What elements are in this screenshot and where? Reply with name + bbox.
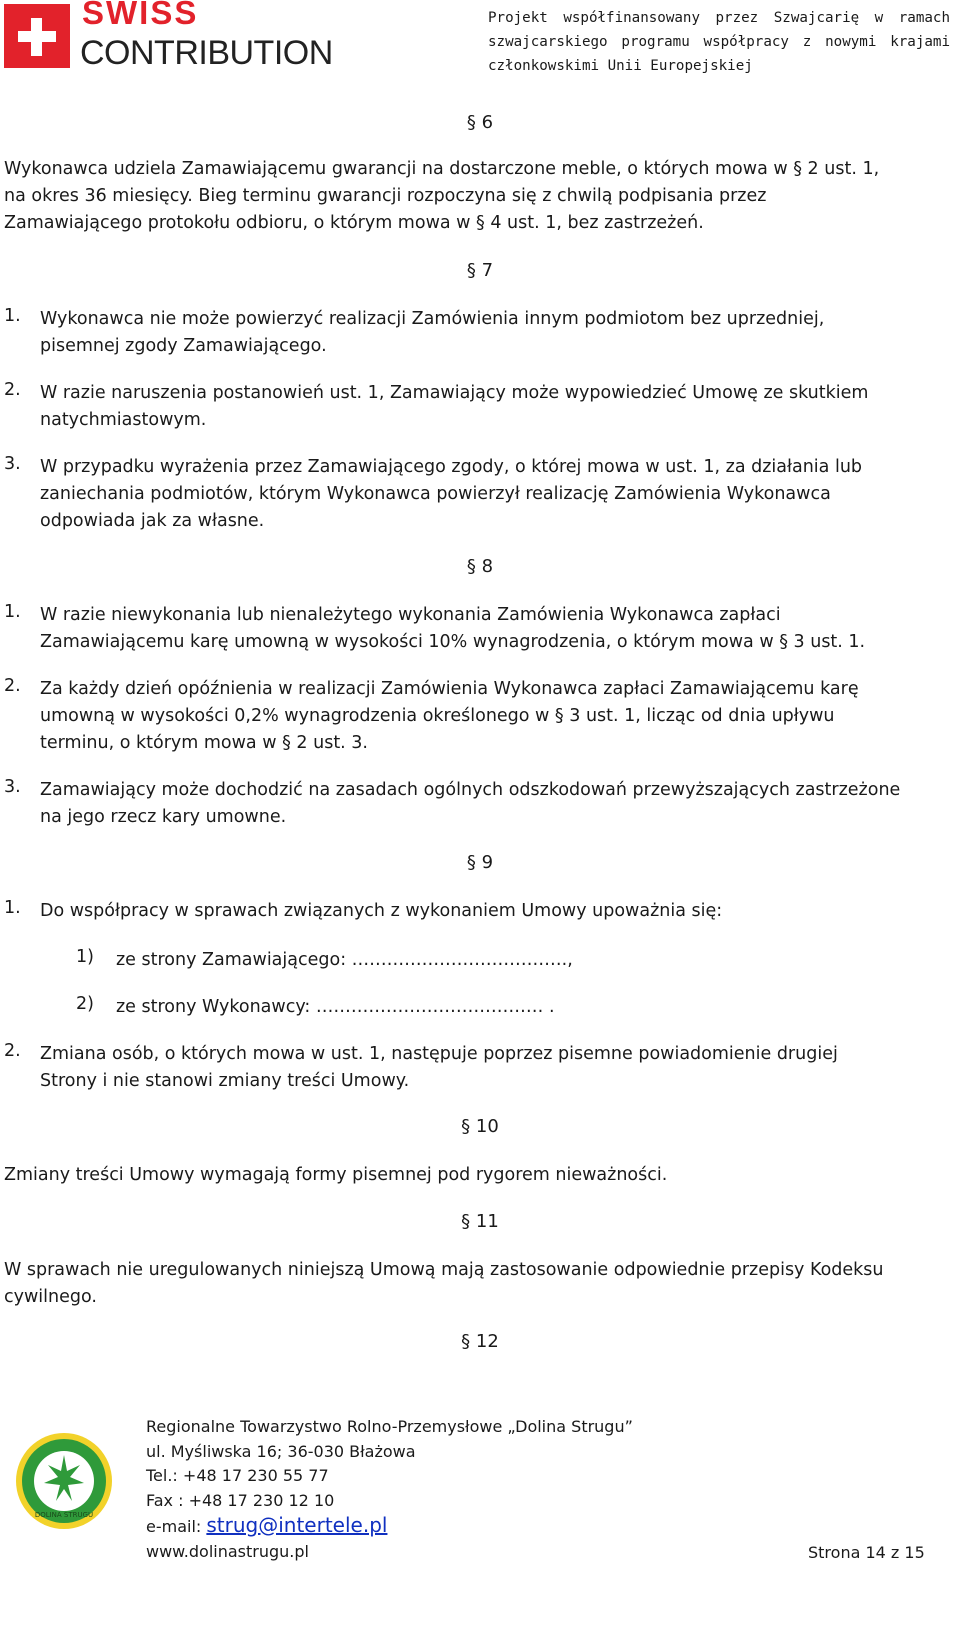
text-line: Zamawiającemu karę umowną w wysokości 10% wynagrodzenia, o którym mowa w § 3 ust. 1.: [40, 632, 866, 652]
section-heading-11: § 11: [461, 1211, 499, 1232]
section-7-item-3: [40, 454, 954, 535]
section-6-text: [4, 156, 954, 237]
section-heading-9: § 9: [466, 852, 494, 873]
project-line: szwajcarskiego programu współpracy z nowymi krajami: [488, 34, 950, 50]
logo-contribution-text: CONTRIBUTION: [80, 34, 333, 72]
text-line: Zamawiającego protokołu odbioru, o którym mowa w § 4 ust. 1, bez zastrzeżeń.: [4, 213, 704, 233]
text-line: Zmiana osób, o których mowa w ust. 1, następuje poprzez pisemne powiadomienie drugiej: [40, 1044, 838, 1064]
phone: Tel.: +48 17 230 55 77: [146, 1466, 329, 1485]
email-label: e-mail:: [146, 1517, 207, 1536]
text-line: na jego rzecz kary umowne.: [40, 807, 287, 827]
section-heading-10: § 10: [461, 1116, 499, 1137]
svg-text:DOLINA STRUGU: DOLINA STRUGU: [34, 1511, 94, 1519]
email-row: [146, 1513, 633, 1540]
text-line: W razie naruszenia postanowień ust. 1, Zamawiający może wypowiedzieć Umowę ze skutkiem: [40, 383, 869, 403]
section-8-item-1: [40, 602, 954, 656]
organization-name: Regionalne Towarzystwo Rolno-Przemysłowe „Dolina Strugu”: [146, 1417, 633, 1436]
section-heading-12: § 12: [461, 1331, 499, 1352]
website[interactable]: www.dolinastrugu.pl: [146, 1541, 309, 1561]
text-line: natychmiastowym.: [40, 410, 207, 430]
text-line: terminu, o którym mowa w § 2 ust. 3.: [40, 733, 368, 753]
fax: Fax : +48 17 230 12 10: [146, 1490, 335, 1510]
project-info: [488, 6, 950, 78]
section-7-item-2: [40, 380, 954, 434]
text-line: Wykonawca nie może powierzyć realizacji Zamówienia innym podmiotom bez uprzedniej,: [40, 309, 825, 329]
email-link[interactable]: strug@intertele.pl: [206, 1513, 388, 1537]
project-line: Projekt współfinansowany przez Szwajcarię w ramach: [488, 10, 950, 26]
subitem-number: 2): [76, 994, 94, 1014]
item-number: 1.: [4, 602, 21, 622]
section-heading-6: § 6: [466, 112, 494, 133]
section-8-item-2: [40, 676, 954, 757]
text-line: W razie niewykonania lub nienależytego wykonania Zamówienia Wykonawca zapłaci: [40, 605, 781, 625]
project-line: członkowskimi Unii Europejskiej: [488, 58, 753, 74]
section-9-item-2: [40, 1041, 954, 1095]
item-number: 2.: [4, 380, 21, 400]
item-number: 1.: [4, 898, 21, 918]
item-number: 1.: [4, 306, 21, 326]
text-line: cywilnego.: [4, 1287, 97, 1307]
text-line: na okres 36 miesięcy. Bieg terminu gwarancji rozpoczyna się z chwilą podpisania przez: [4, 186, 767, 206]
text-line: odpowiada jak za własne.: [40, 511, 265, 531]
text-line: Wykonawca udziela Zamawiającemu gwarancji na dostarczone meble, o których mowa w § 2 ust. 1,: [4, 159, 880, 179]
page-number: Strona 14 z 15: [808, 1543, 925, 1562]
contractor-contact: ze strony Wykonawcy: ………………………………… .: [116, 997, 555, 1017]
section-8-item-3: [40, 777, 954, 831]
section-heading-8: § 8: [466, 556, 494, 577]
address: ul. Myśliwska 16; 36-030 Błażowa: [146, 1441, 416, 1461]
section-7-item-1: [40, 306, 954, 360]
text-line: W sprawach nie uregulowanych niniejszą Umową mają zastosowanie odpowiednie przepisy Kodeksu: [4, 1260, 884, 1280]
text-line: W przypadku wyrażenia przez Zamawiającego zgody, o której mowa w ust. 1, za działania lub: [40, 457, 863, 477]
logo-swiss-text: SWISS: [82, 0, 199, 31]
text-line: Strony i nie stanowi zmiany treści Umowy.: [40, 1071, 410, 1091]
subitem-number: 1): [76, 947, 94, 967]
section-9-item-1: Do współpracy w sprawach związanych z wykonaniem Umowy upoważnia się:: [40, 901, 723, 921]
item-number: 3.: [4, 454, 21, 474]
text-line: Zamawiający może dochodzić na zasadach ogólnych odszkodowań przewyższających zastrzeżone: [40, 780, 901, 800]
swiss-flag-logo: [4, 4, 70, 68]
item-number: 2.: [4, 1041, 21, 1061]
item-number: 3.: [4, 777, 21, 797]
section-heading-7: § 7: [466, 260, 494, 281]
item-number: 2.: [4, 676, 21, 696]
text-line: Za każdy dzień opóźnienia w realizacji Zamówienia Wykonawca zapłaci Zamawiającemu karę: [40, 679, 859, 699]
text-line: zaniechania podmiotów, którym Wykonawca powierzył realizację Zamówienia Wykonawca: [40, 484, 831, 504]
section-10-text: Zmiany treści Umowy wymagają formy pisemnej pod rygorem nieważności.: [4, 1165, 668, 1185]
text-line: pisemnej zgody Zamawiającego.: [40, 336, 327, 356]
ordering-party-contact: ze strony Zamawiającego: ……………………………….,: [116, 950, 573, 970]
footer-contact: [146, 1415, 633, 1564]
section-11-text: [4, 1257, 954, 1311]
dolina-strugu-emblem: [14, 1431, 114, 1531]
text-line: umowną w wysokości 0,2% wynagrodzenia określonego w § 3 ust. 1, licząc od dnia upływu: [40, 706, 835, 726]
